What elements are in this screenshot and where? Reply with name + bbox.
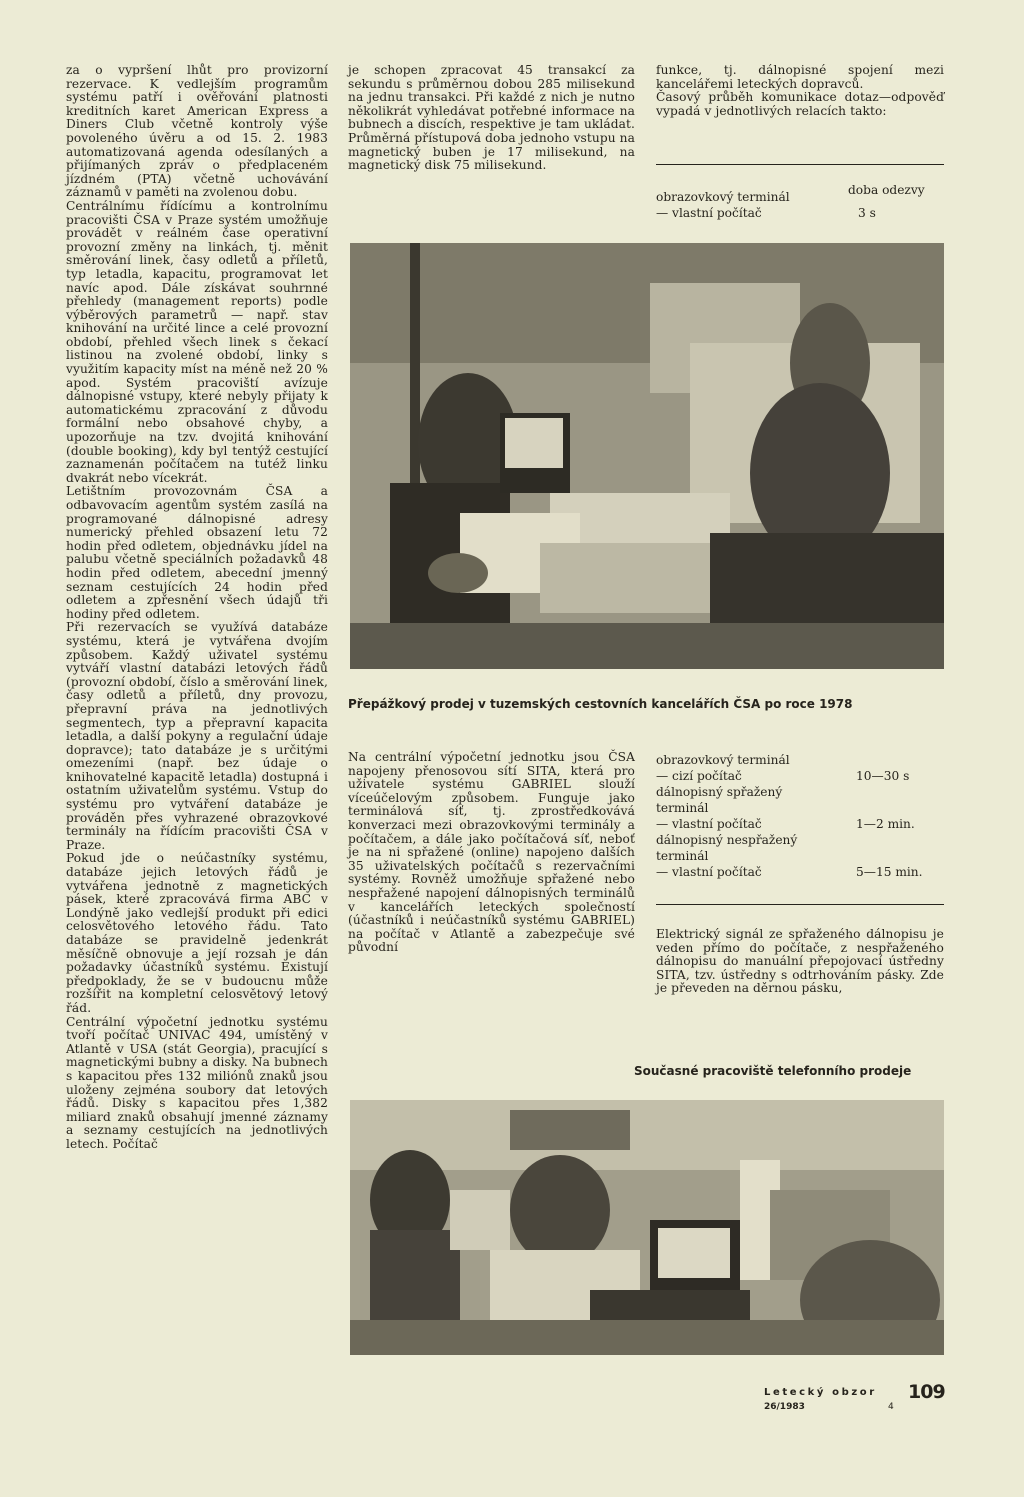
table-row1-b: — vlastní počítač	[656, 206, 762, 220]
column-2-top: je schopen zpracovat 45 transakcí za sekundu s průměrnou dobou 285 milisekund na jednu transakci. Při každé z nich je nutno několikrát vyhledávat potřebné informace na bubnech a discích, respektive je tam ukládat. Průměrná přístupová doba jednoho vstupu na magnetický buben je 17 milisekund, na magnetický disk 75 milisekund.	[348, 63, 635, 173]
column-3-bottom: Elektrický signál ze spřaženého dálnopisu je veden přímo do počítače, z nespřaženého dálnopisu do manuální přepojovací ústředny SITA, tzv. ústředny s odtrhováním pásky. Zde je převeden na děrnou pásku,	[656, 927, 944, 996]
table-row4-b: terminál	[656, 849, 709, 863]
table-rule-top	[656, 164, 944, 165]
page-number: 109	[908, 1381, 945, 1403]
magazine-name: Letecký obzor	[764, 1387, 877, 1398]
table-row4-value: 5—15 min.	[856, 865, 923, 879]
caption-phone-sales: Současné pracoviště telefonního prodeje	[634, 1064, 912, 1078]
photo-phone-sales	[350, 1100, 944, 1355]
table-row4-a: dálnopisný nespřažený	[656, 833, 798, 847]
issue-label: 26/1983	[764, 1402, 805, 1412]
column-2-bottom: Na centrální výpočetní jednotku jsou ČSA napojeny přenosovou sítí SITA, která pro uživatele systému GABRIEL slouží víceúčelovým způsobem. Funguje jako terminálová síť, tj. zprostředkovává konverzaci mezi obrazovkovými terminály a počítačem, a dále jako počítačová síť, neboť je na ni spřažené (online) napojeno dalších 35 uživatelských počítačů s rezervačními systémy. Rovněž umožňuje spřažené nebo nespřažené napojení dálnopisných terminálů v kancelářích leteckých společností (účastníků i neúčastníků systému GABRIEL) na počítač v Atlantě a zabezpečuje své původní	[348, 750, 635, 955]
column-1: za o vypršení lhůt pro provizorní rezervace. K vedlejším programům systému patří i ověřování platnosti kreditních karet American Express a Diners Club včetně kontroly výše povoleného úvěru a od 15. 2. 1983 automatizovaná agenda odesílaných a přijímaných zpráv o předplaceném jízdném (PTA) včetně uchovávání záznamů v paměti na zvolenou dobu. Centrálnímu řídícímu a kontrolnímu pracovišti ČSA v Praze systém umožňuje provádět v reálném čase operativní provozní změny na linkách, tj. měnit směrování linek, časy odletů a příletů, typ letadla, kapacitu, programovat let navíc apod. Dále získávat souhrnné přehledy (management reports) podle výběrových parametrů — např. stav knihování na určité lince a celé provozní období, přehled všech linek s čekací listinou na zvolené období, linky s využitím kapacity míst na méně než 20 % apod. Systém pracoviští avízuje dálnopisné vstupy, které nebyly přijaty k automatickému zpracování z důvodu formální nebo obsahové chyby, a upozorňuje na tzv. dvojitá knihování (double booking), kdy byl tentýž cestující zaznamenán počítačem na tutéž linku dvakrát nebo vícekrát. Letištním provozovnám ČSA a odbavovacím agentům systém zasílá na programované dálnopisné adresy numerický přehled obsazení letu 72 hodin před odletem, objednávku jídel na palubu včetně speciálních požadavků 48 hodin před odletem, abecední jmenný seznam cestujících 24 hodin před odletem a zpřesnění všech údajů tři hodiny před odletem. Při rezervacích se využívá databáze systému, která je vytvářena dvojím způsobem. Každý uživatel systému vytváří vlastní databázi letových řádů (provozní období, číslo a směrování linek, časy odletů a příletů, dny provozu, přepravní práva na jednotlivých segmentech, typ a přepravní kapacita letadla, a další pokyny a regulační údaje dopravce); tato databáze je s určitými omezeními (např. bez údaje o knihovatelné kapacitě letadla) dostupná i ostatním uživatelům systému. Vstup do systému pro vytváření databáze je prováděn přes vyhrazené obrazovkové terminály na řídícím pracovišti ČSA v Praze. Pokud jde o neúčastníky systému, databáze jejich letových řádů je vytvářena jednotně z magnetických pásek, které zpracovává firma ABC v Londýně jako vedlejší produkt při edici celosvětového letového řádu. Tato databáze se pravidelně jedenkrát měsíčně obnovuje a její rozsah je dán požadavky účastníků systému. Existují předpoklady, že se v budoucnu může rozšířit na kompletní celosvětový letový řád. Centrální výpočetní jednotku systému tvoří počítač UNIVAC 494, umístěný v Atlantě v USA (stát Georgia), pracující s magnetickými bubny a disky. Na bubnech s kapacitou přes 132 miliónů znaků jsou uloženy zejména soubory dat letových řádů. Disky s kapacitou přes 1,382 miliard znaků obsahují jmenné záznamy a seznamy cestujících na jednotlivých letech. Počítač	[66, 63, 328, 1151]
photo-counter-sales	[350, 243, 944, 669]
table-row3-a: dálnopisný spřažený	[656, 785, 783, 799]
table-row2-b: — cizí počítač	[656, 769, 742, 783]
table-rule-bottom	[656, 904, 944, 905]
table-row4-c: — vlastní počítač	[656, 865, 762, 879]
table-row2-a: obrazovkový terminál	[656, 753, 790, 767]
column-3-top: funkce, tj. dálnopisné spojení mezi kancelářemi leteckých dopravců. Časový průběh komunikace dotaz—odpověď vypadá v jednotlivých relacích takto:	[656, 63, 944, 118]
caption-counter-sales: Přepážkový prodej v tuzemských cestovních kancelářích ČSA po roce 1978	[348, 697, 853, 711]
table-row1-a: obrazovkový terminál	[656, 190, 790, 204]
issue-number: 4	[888, 1402, 894, 1412]
table-row3-b: terminál	[656, 801, 709, 815]
table-row3-value: 1—2 min.	[856, 817, 915, 831]
table-row2-value: 10—30 s	[856, 769, 910, 783]
table-row3-c: — vlastní počítač	[656, 817, 762, 831]
table-row1-value: 3 s	[858, 206, 876, 220]
table-header-response: doba odezvy	[848, 183, 925, 197]
